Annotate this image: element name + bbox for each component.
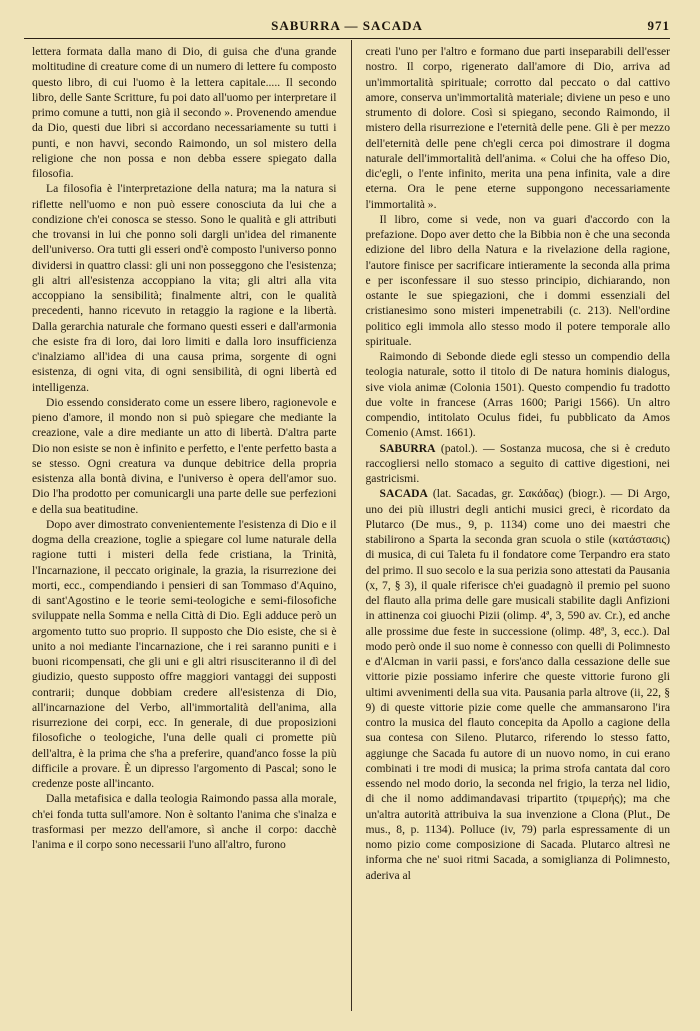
entry-headword: SACADA xyxy=(379,487,428,501)
paragraph: lettera formata dalla mano di Dio, di guisa che d'una grande moltitudine di creature come di un numero di lettere fu composto questo libro, di cui l'uomo è la lettera capitale..... Il secondo libro, delle Sante Scritture, fu poi dato all'uomo per interpretare il primo comune a tutti, non già il secondo ». Provenendo amendue da Dio, questi due libri si accordano necessariamente su tutti i punti, e non havvi, secondo Raimondo, un sol mistero della religione che non possa e non debba essere spiegato dalla filosofia. xyxy=(32,45,337,180)
left-column xyxy=(32,44,337,1011)
paragraph: Dopo aver dimostrato convenientemente l'esistenza di Dio e il dogma della creazione, toglie a spiegare col lume naturale della ragione tutti i misteri della fede cristiana, la Trinità, l'Incarnazione, il peccato originale, la grazia, la risurrezione dei morti, ecc., compendiando i pensieri di san Tommaso d'Aquino, di sant'Agostino e le teorie semi-teologiche e semi-filosofiche sviluppate nella Somma e nella Città di Dio. Egli adduce però un argomento tutto suo proprio. Il supposto che Dio esiste, che si è unito a noi mediante l'incarnazione, che i rei saranno puniti e i buoni ricompensati, che gli uni e gli altri risusciteranno il dì del giudizio, questo supposto offre maggiori vantaggi dei supposti contrarii; dunque dobbiam credere all'esistenza di Dio, all'incarnazione del Verbo, all'immortalità dell'anima, alla risurrezione dei corpi, ecc. In generale, di due proposizioni filosofiche o teologiche, l'una delle quali ci promette più dell'altra, è la prima che s'ha a preferire, quand'anco fosse la più difficile a provare. È un dipresso l'argomento di Pascal; sono le credenze poste all'incanto. xyxy=(32,517,337,790)
running-header xyxy=(24,16,670,36)
paragraph: creati l'uno per l'altro e formano due parti inseparabili dell'esser nostro. Il corpo, rigenerato dall'amore di Dio, arriva ad un'immortalità spirituale; corrotto dal peccato o dal cattivo amore, conserva un'immortalità materiale; diviene un peso e uno strumento di dolore. Così si spiegano, secondo Raimondo, il mistero della risurrezione e l'eternità delle pene. Gli è per mezzo dell'eternità delle pene ch'egli cerca poi dimostrare il dogma naturale dell'immortalità dell'anima. « Colui che ha offeso Dio, dic'egli, o l'ente infinito, merita una pena infinita, vale a dire eterna. Ora le pene eterne suppongono necessariamente l'immortalità ». xyxy=(365,45,670,211)
right-column xyxy=(366,44,671,1011)
text-columns xyxy=(32,44,670,1011)
paragraph: La filosofia è l'interpretazione della natura; ma la natura si riflette nell'uomo e non può essere conosciuta da lui che a condizione ch'ei conosca se stesso. Sono le qualità e gli attributi che trovansi in lui che ponno soli dargli un'idea del rimanente dell'universo. Ora tutti gli esseri ond'è composto l'universo ponno dividersi in quattro classi: gli uni non posseggono che l'esistenza; gli altri all'esistenza accoppiano la vita; gli altri alla vita accoppiano la sensibilità; finalmente altri, con le qualità precedenti, hanno ricevuto in retaggio la ragione e la libertà. Dalla gerarchia naturale che formano questi esseri e dall'armonia che esiste fra di loro, dai loro limiti e dalla loro insufficienza c'inalziamo all'idea di una causa prima, sorgente di ogni esistenza, di ogni vita, di ogni sensibilità, di ogni libertà ed intelligenza. xyxy=(32,182,337,394)
paragraph: Dalla metafisica e dalla teologia Raimondo passa alla morale, ch'ei fonda tutta sull'amore. Non è soltanto l'anima che s'inalza e trasformasi per mezzo dell'amore, sì anche il corpo: dacchè l'anima e il corpo sono necessarii l'uno all'altro, furono xyxy=(32,792,337,851)
paragraph: Raimondo di Sebonde diede egli stesso un compendio della teologia naturale, sotto il titolo di De natura hominis dialogus, sive viola animæ (Colonia 1501). Questo compendio fu tradotto due volte in francese (Arras 1600; Parigi 1566). Un altro compendio, intitolato Oculus fidei, fu pubblicato da Amos Comenio (Amst. 1661). xyxy=(365,350,670,440)
column-divider xyxy=(351,40,352,1011)
entry-headword: SABURRA xyxy=(379,441,436,455)
entry-saburra xyxy=(366,441,671,487)
header-rule xyxy=(24,38,670,39)
paragraph: Dio essendo considerato come un essere libero, ragionevole e pieno d'amore, il mondo non si può spiegare che mediante la creazione, vale a dire mediante un atto di libertà. D'altra parte Dio non esiste se non è infinito e perfetto, e l'ente perfetto basta a se stesso. Ogni creatura va dunque debitrice della propria esistenza alla bontà divina, e l'universo è opera dell'amor suo. Dio l'ha prodotto per comunicargli una parte delle sue perfezioni e della sua beatitudine. xyxy=(32,395,337,516)
header-title: SABURRA — SACADA xyxy=(271,18,423,33)
page-number: 971 xyxy=(647,18,670,33)
entry-sacada xyxy=(366,486,671,883)
entry-text: (patol.). — Sostanza mucosa, che si è creduto raccogliersi nello stomaco a seguito di cattive digestioni, nei gastricismi. xyxy=(365,441,670,485)
paragraph: Il libro, come si vede, non va guari d'accordo con la prefazione. Dopo aver detto che la Bibbia non è che una seconda edizione del libro della Natura e la rivelazione della ragione, l'autore finisce per sacrificare intieramente la seconda alla prima e per isconfessare il suo stesso principio, dichiarando, non ostante le sue spiegazioni, che i dommi essenziali del cristianesimo sono misteri impenetrabili (c. 213). Nell'ordine politico egli immola allo stesso modo il potere temporale allo spirituale. xyxy=(365,212,670,348)
entry-text: (lat. Sacadas, gr. Σακάδας) (biogr.). — Di Argo, uno dei più illustri degli antichi musici greci, è ricordato da Plutarco (De mus., 9, p. 1134) come uno dei maestri che stabilirono a Sparta la seconda gran scuola o stile (κατάστασις) di musica, di cui Taleta fu il fondatore come Terpandro era stato del primo. Il suo secolo e la sua perizia sono attestati da Pausania (x, 7, § 3), il quale riferisce ch'ei guadagnò il premio pel suono del flauto alla prima delle gare musicali stabilite dagli Anfizioni in attinenza coi giuochi Pizii (olimp. 4ª, 3, 590 av. Cr.), ed anche alle prossime due feste in successione (olimp. 48ª, 3, ecc.). Dal modo però onde il suo nome è connesso con quelli di Polimnesto e d'Alcman in varii passi, e fors'anco dalla cessazione delle sue vittorie pizie possiamo inferire che queste vittorie furono gli ultimi avvenimenti della sua vita. Pausania parla altrove (ii, 22, § 9) di queste vittorie pizie come quelle che ammansarono l'ira contro la musica del flauto concepita da Apollo a cagione della sua contesa con Sileno. Plutarco, riferendo lo stesso fatto, aggiunge che Sacada fu autore di un nuovo nomo, in cui erano combinati i tre modi di musica; la prima strofa cantata dal coro essendo nel modo dorio, la seconda nel frigio, la terza nel lidio, di che il nomo addimandavasi tripartito (τριμερής); ma che un'altra autorità attribuiva la sua invenzione a Clona (Plut., De mus., 8, p. 1134). Polluce (iv, 79) parla espressamente di un nomo pizio come composizione di Sacada. Plutarco altresì ne informa che ne' suoi ritmi Sacada, a somiglianza di Polimnesto, aderiva al xyxy=(365,487,670,882)
